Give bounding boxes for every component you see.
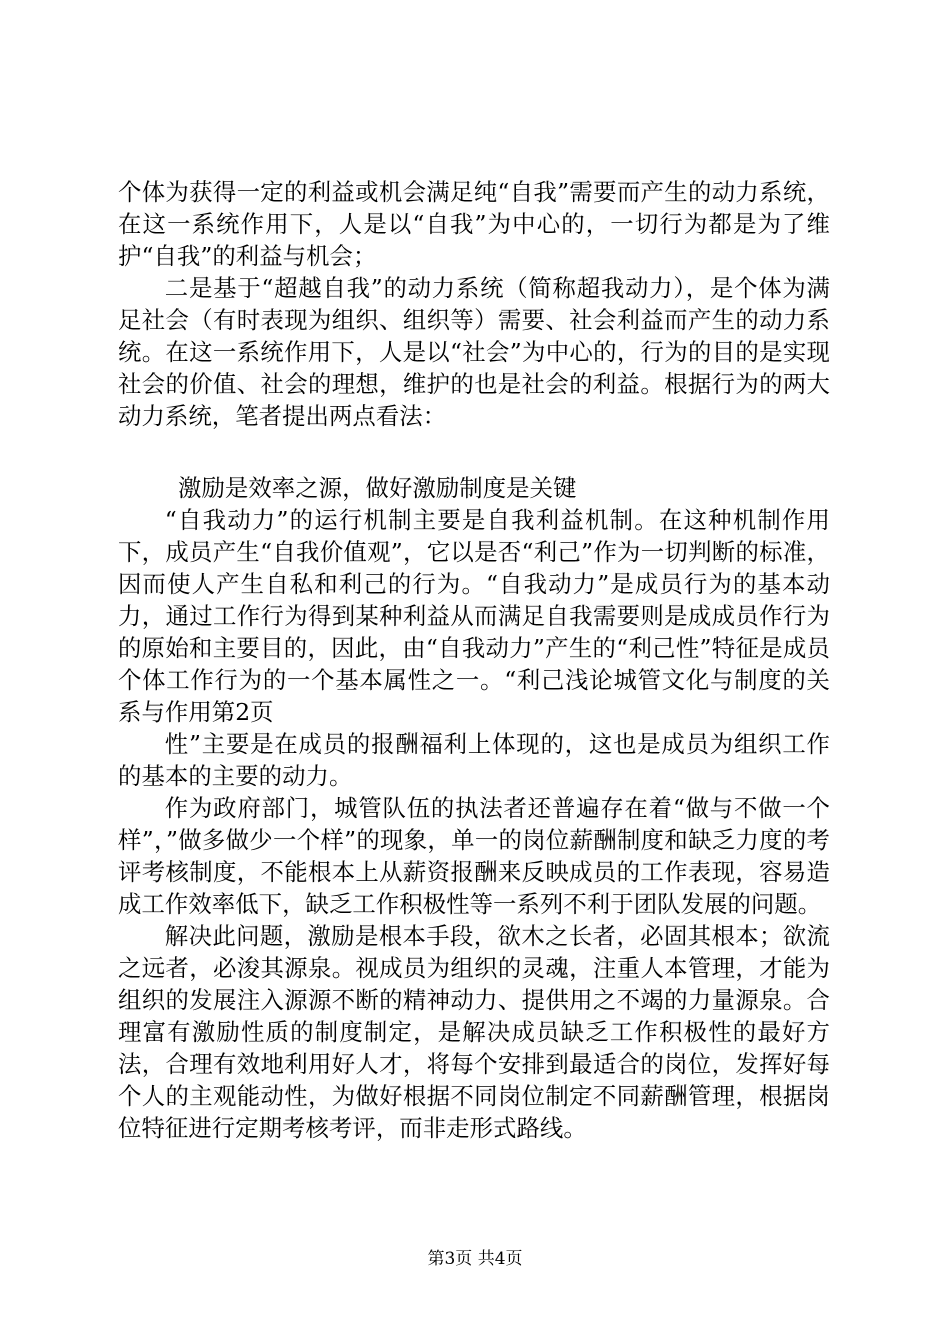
page-footer: 第3页 共4页 bbox=[427, 1249, 523, 1269]
paragraph-6: 解决此问题，激励是根本手段，欲木之长者，必固其根本；欲流之远者，必浚其源泉。视成员为组织的灵魂，注重人本管理，才能为组织的发展注入源源不断的精神动力、提供用之不竭的力量源泉。合理富有激励性质的制度制定，是解决成员缺乏工作积极性的最好方法，合理有效地利用好人才，将每个安排到最适合的岗位，发挥好每个人的主观能动性，为做好根据不同岗位制定不同薪酬管理，根据岗位特征进行定期考核考评，而非走形式路线。 bbox=[118, 922, 830, 1142]
paragraph-1: 个体为获得一定的利益或机会满足纯“自我”需要而产生的动力系统，在这一系统作用下，人是以“自我”为中心的，一切行为都是为了维护“自我”的利益与机会； bbox=[118, 178, 830, 270]
paragraph-3: “自我动力”的运行机制主要是自我利益机制。在这种机制作用下，成员产生“自我价值观”，它以是否“利己”作为一切判断的标准，因而使人产生自私和利己的行为。“自我动力”是成员行为的基本动力，通过工作行为得到某种利益从而满足自我需要则是成成员作行为的原始和主要目的，因此，由“自我动力”产生的“利己性”特征是成员个体工作行为的一个基本属性之一。“利己浅论城管文化与制度的关系与作用第2页 bbox=[118, 506, 830, 726]
section-heading: 激励是效率之源，做好激励制度是关键 bbox=[178, 474, 577, 502]
paragraph-4: 性”主要是在成员的报酬福利上体现的，这也是成员为组织工作的基本的主要的动力。 bbox=[118, 730, 830, 790]
paragraph-2: 二是基于“超越自我”的动力系统（简称超我动力），是个体为满足社会（有时表现为组织、组织等）需要、社会利益而产生的动力系统。在这一系统作用下，人是以“社会”为中心的，行为的目的是实现社会的价值、社会的理想，维护的也是社会的利益。根据行为的两大动力系统，笔者提出两点看法： bbox=[118, 274, 830, 430]
paragraph-gap bbox=[118, 432, 830, 472]
document-body bbox=[118, 176, 830, 1144]
paragraph-5: 作为政府部门，城管队伍的执法者还普遍存在着“做与不做一个样”，”做多做少一个样”的现象，单一的岗位薪酬制度和缺乏力度的考评考核制度，不能根本上从薪资报酬来反映成员的工作表现，容易造成工作效率低下，缺乏工作积极性等一系列不利于团队发展的问题。 bbox=[118, 794, 830, 918]
